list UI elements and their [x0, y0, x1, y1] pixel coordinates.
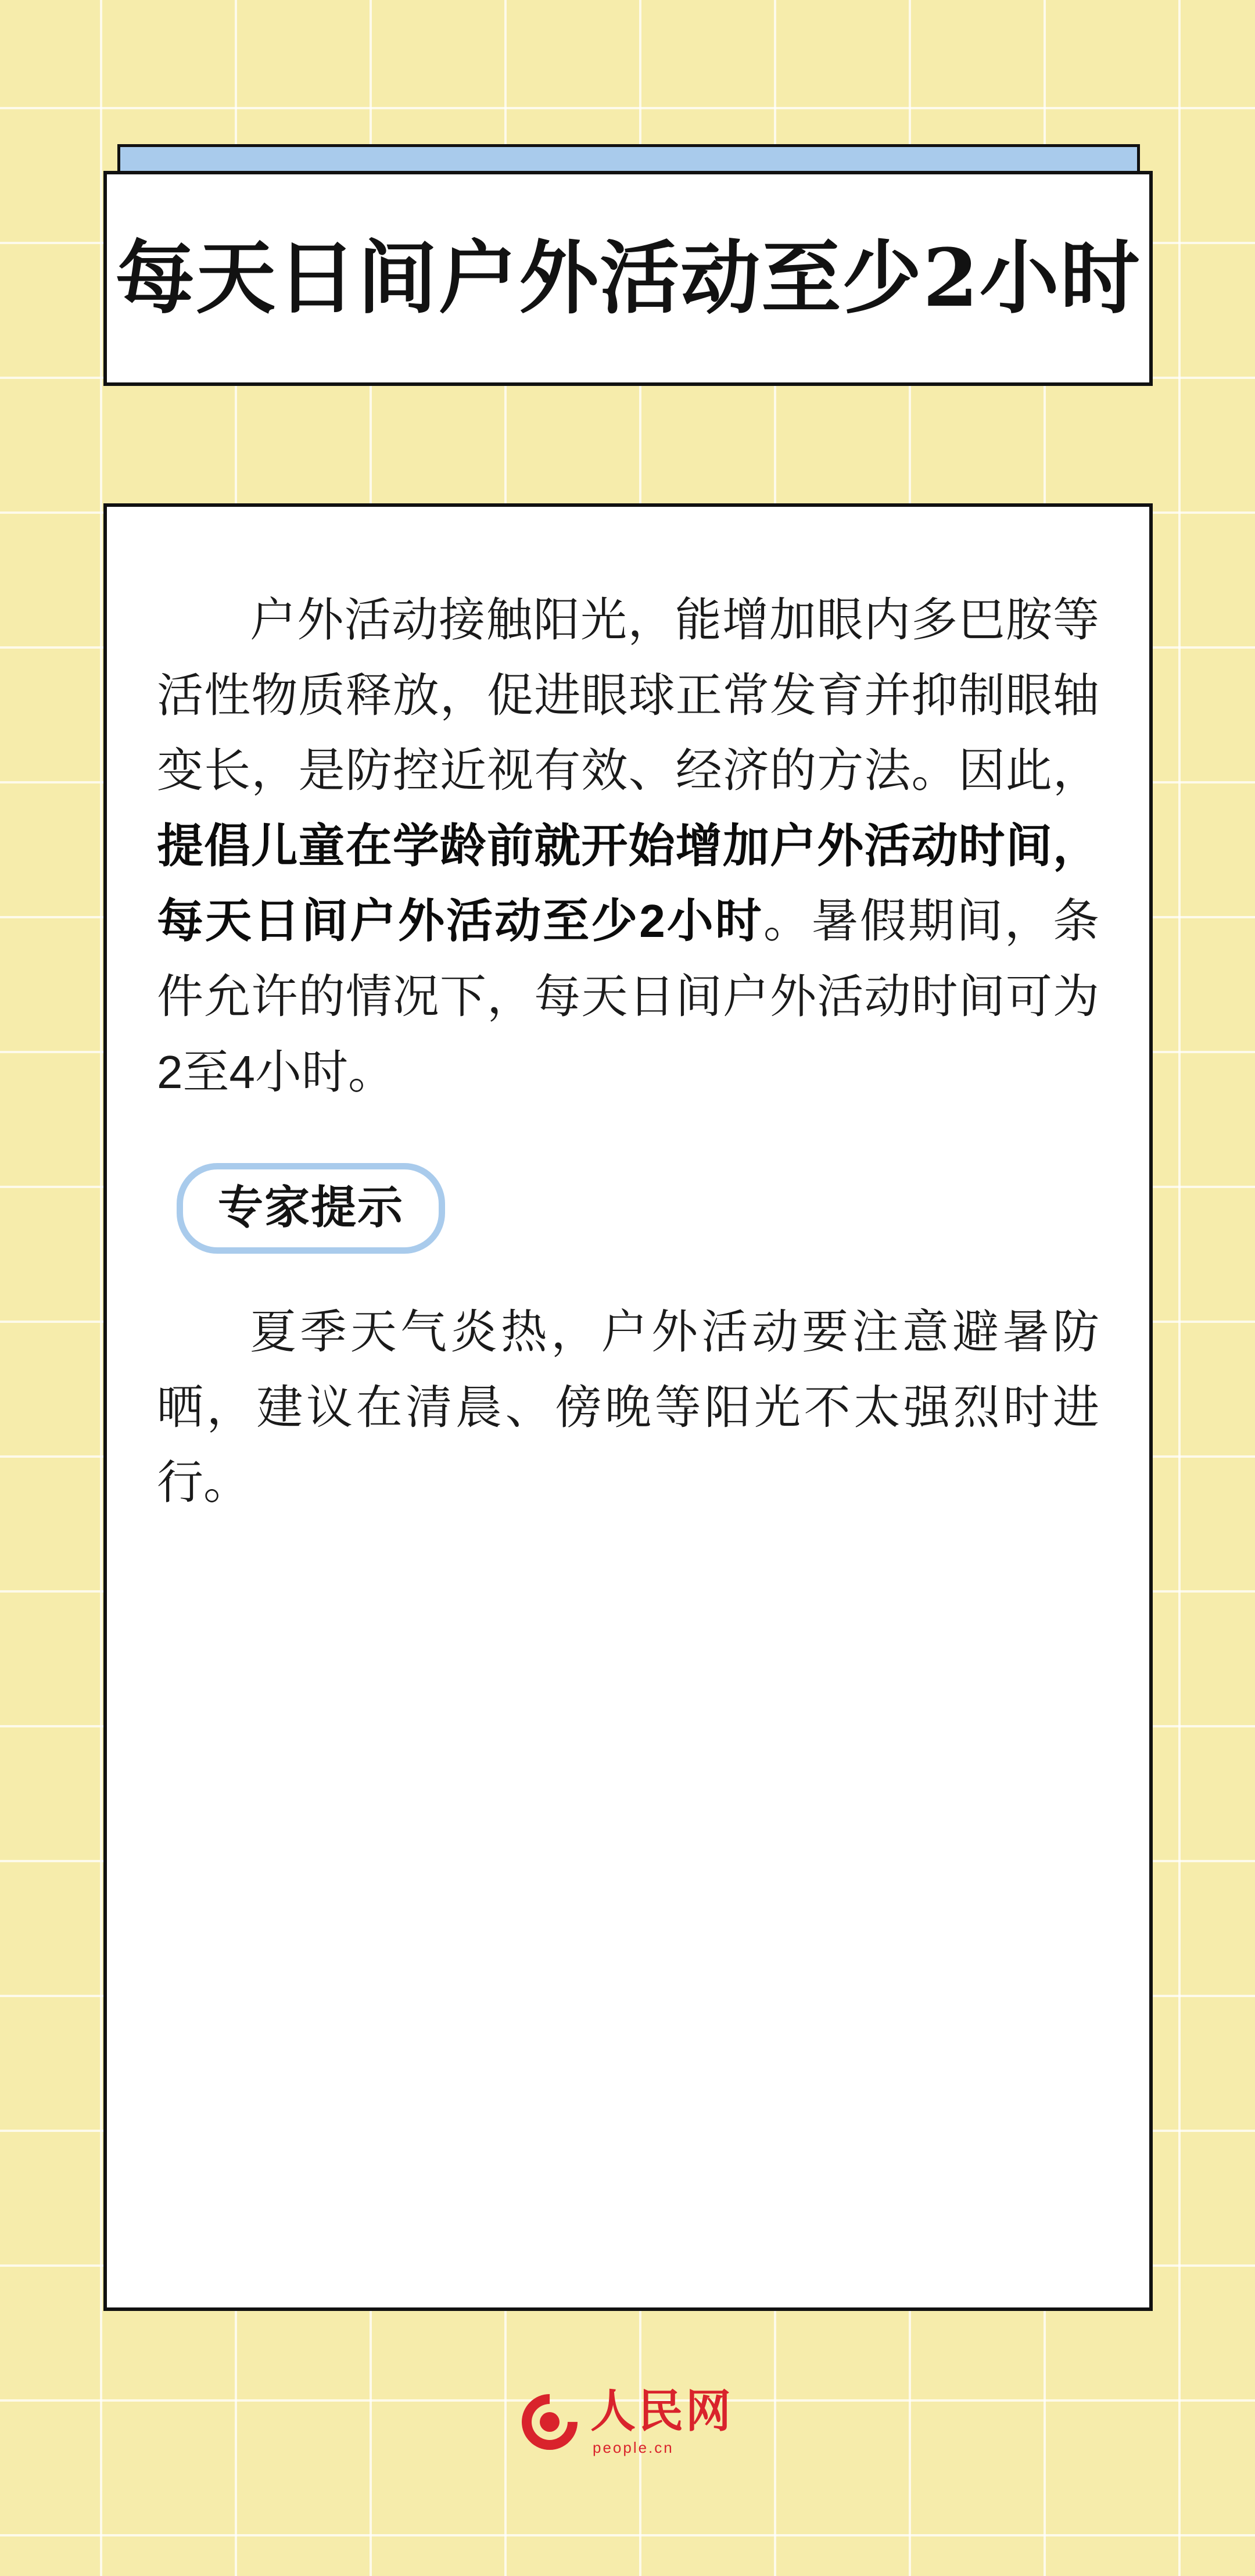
page-title: 每天日间户外活动至少2小时 [115, 231, 1141, 325]
paragraph-tip: 夏季天气炎热，户外活动要注意避暑防晒，建议在清晨、傍晚等阳光不太强烈时进行。 [157, 1306, 1099, 1509]
footer-logo [0, 2385, 1255, 2456]
logo-wordmark [590, 2385, 733, 2456]
logo-name-cn: 人民网 [590, 2385, 733, 2438]
paragraph-main-emphasis: 提倡儿童在学龄前就开始增加户外活动时间，每天日间户外活动至少2小时 [157, 820, 1099, 947]
paragraph-main-text-1: 户外活动接触阳光，能增加眼内多巴胺等活性物质释放，促进眼球正常发育并抑制眼轴变长，是防控近视有效、经济的方法。因此， [157, 594, 1099, 797]
paragraph-main-text-2: 。暑假期间，条件允许的情况下，每天日间户外活动时间可为2至4小时。 [157, 895, 1100, 1098]
logo-dot-shape [540, 2412, 560, 2432]
people-cn-logo-icon [522, 2394, 578, 2450]
logo-name-en: people.cn [592, 2439, 674, 2456]
title-box [103, 171, 1153, 386]
paragraph-main [157, 582, 1099, 1110]
expert-tip-badge: 专家提示 [177, 1163, 445, 1254]
body-card [103, 503, 1153, 2311]
